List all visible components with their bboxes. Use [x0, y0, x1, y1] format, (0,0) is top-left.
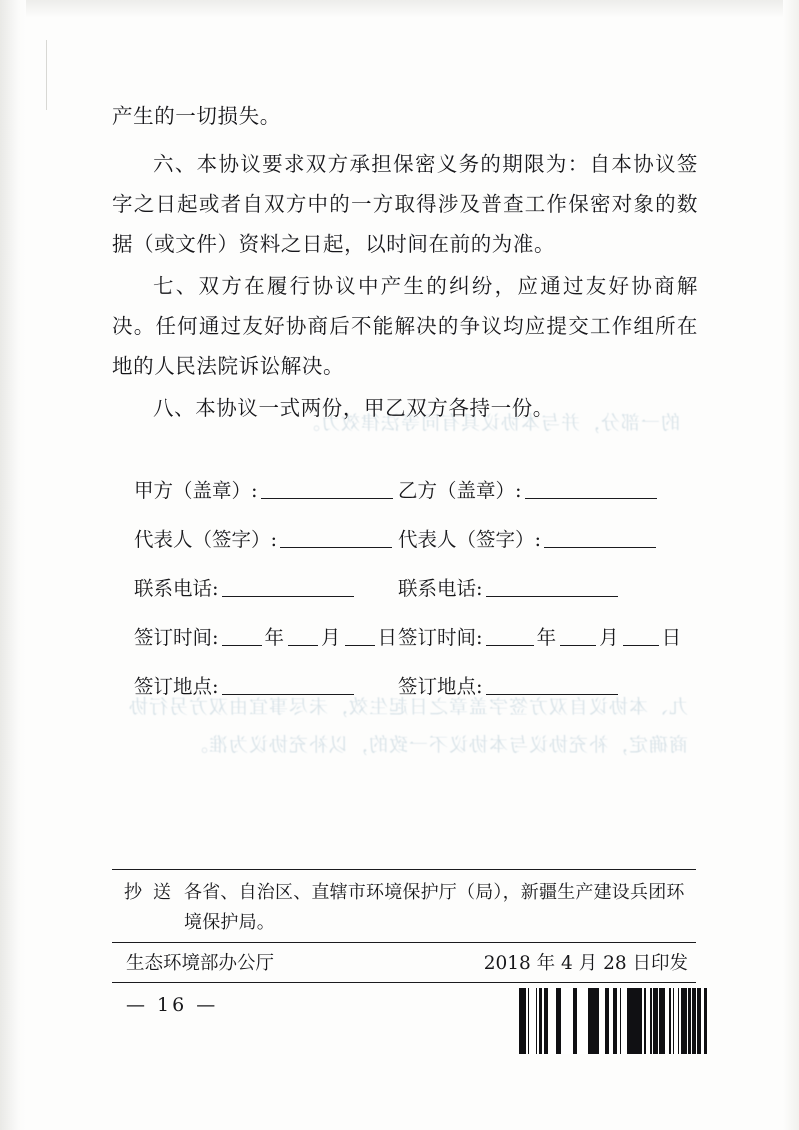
date-unit-month-b: 月: [599, 626, 619, 649]
signature-row-phone: [112, 576, 698, 602]
footer-cc-recipients: 各省、自治区、直辖市环境保护厅（局），新疆生产建设兵团环境保护局。: [184, 882, 685, 933]
signature-line-party-a-seal[interactable]: [261, 498, 393, 499]
signature-field-party-b-date: [398, 625, 682, 651]
bleed-through-text-upper: 的一部分，并与本协议具有同等法律效力。: [299, 412, 680, 434]
signature-field-party-a-seal: [112, 478, 398, 504]
footer-issuer-name: 生态环境部办公厅: [126, 953, 275, 974]
scan-edge-right: [783, 0, 799, 1130]
signature-label-party-b-phone: 联系电话:: [398, 577, 483, 600]
signature-label-party-a-phone: 联系电话:: [134, 577, 219, 600]
signature-line-party-b-phone[interactable]: [486, 596, 618, 597]
signature-line-party-a-year[interactable]: [222, 645, 262, 646]
signature-field-party-b-phone: [398, 576, 620, 602]
paragraph-continuation: 产生的一切损失。: [112, 104, 281, 128]
signature-row-place: [112, 674, 698, 700]
footer-issuer-block: [112, 943, 696, 982]
signature-label-party-a-place: 签订地点:: [134, 675, 219, 698]
bleed-through-text-lower: 九、本协议自双方签字盖章之日起生效，未尽事宜由双方另行协商确定，补充协议与本协议不一致的，以补充协议为准。: [127, 696, 688, 756]
footer-issue-date: 2018 年 4 月 28 日印发: [483, 953, 688, 974]
signature-label-party-b-place: 签订地点:: [398, 675, 483, 698]
barcode: [519, 988, 709, 1054]
paragraph-clause-six: 六、本协议要求双方承担保密义务的期限为：自本协议签字之日起或者自双方中的一方取得涉及普查工作保密对象的数据（或文件）资料之日起，以时间在前的为准。: [112, 152, 698, 256]
date-unit-month-a: 月: [321, 626, 341, 649]
signature-field-party-b-seal: [398, 478, 659, 504]
date-unit-day-a: 日: [377, 626, 398, 649]
signature-label-party-b-seal: 乙方（盖章）:: [398, 479, 522, 502]
document-body: [112, 96, 698, 723]
date-unit-year-b: 年: [536, 626, 557, 649]
signature-line-party-a-phone[interactable]: [222, 596, 354, 597]
signature-field-party-a-representative: [112, 527, 398, 553]
signature-line-party-a-day[interactable]: [345, 645, 375, 646]
paragraph-clause-seven: 七、双方在履行协议中产生的纠纷，应通过友好协商解决。任何通过友好协商后不能解决的争议均应提交工作组所在地的人民法院诉讼解决。: [112, 274, 698, 378]
paragraph-clause-eight: 八、本协议一式两份，甲乙双方各持一份。: [153, 396, 554, 420]
signature-label-party-a-seal: 甲方（盖章）:: [134, 479, 258, 502]
date-unit-year-a: 年: [264, 626, 285, 649]
signature-label-party-b-representative: 代表人（签字）:: [398, 528, 542, 551]
signature-field-party-a-phone: [112, 576, 398, 602]
signature-line-party-b-place[interactable]: [486, 694, 618, 695]
signature-row-party-seal: [112, 478, 698, 504]
signature-line-party-a-place[interactable]: [222, 694, 354, 695]
signature-field-party-b-place: [398, 674, 620, 700]
signature-row-date: [112, 625, 698, 651]
signature-field-party-a-place: [112, 674, 398, 700]
signature-line-party-b-month[interactable]: [560, 645, 596, 646]
signature-line-party-b-seal[interactable]: [525, 498, 657, 499]
signature-line-party-b-year[interactable]: [486, 645, 534, 646]
signature-block: [112, 478, 698, 700]
date-unit-day-b: 日: [661, 626, 682, 649]
scan-edge-left: [0, 0, 26, 1130]
scan-edge-top: [0, 0, 799, 18]
signature-label-party-a-date: 签订时间:: [134, 626, 219, 649]
signature-label-party-b-date: 签订时间:: [398, 626, 483, 649]
footer-divider-bottom: [112, 982, 696, 983]
signature-label-party-a-representative: 代表人（签字）:: [134, 528, 278, 551]
signature-field-party-a-date: [112, 625, 398, 651]
signature-line-party-a-representative[interactable]: [280, 547, 392, 548]
signature-line-party-b-representative[interactable]: [544, 547, 656, 548]
footer-cc-label: 抄送: [124, 882, 182, 903]
signature-field-party-b-representative: [398, 527, 658, 553]
scan-fold-mark: [46, 40, 47, 110]
document-footer: [112, 869, 696, 983]
signature-line-party-a-month[interactable]: [288, 645, 318, 646]
signature-line-party-b-day[interactable]: [623, 645, 659, 646]
page-number: — 16 —: [126, 994, 219, 1016]
signature-row-representative: [112, 527, 698, 553]
footer-cc-block: [112, 870, 696, 942]
